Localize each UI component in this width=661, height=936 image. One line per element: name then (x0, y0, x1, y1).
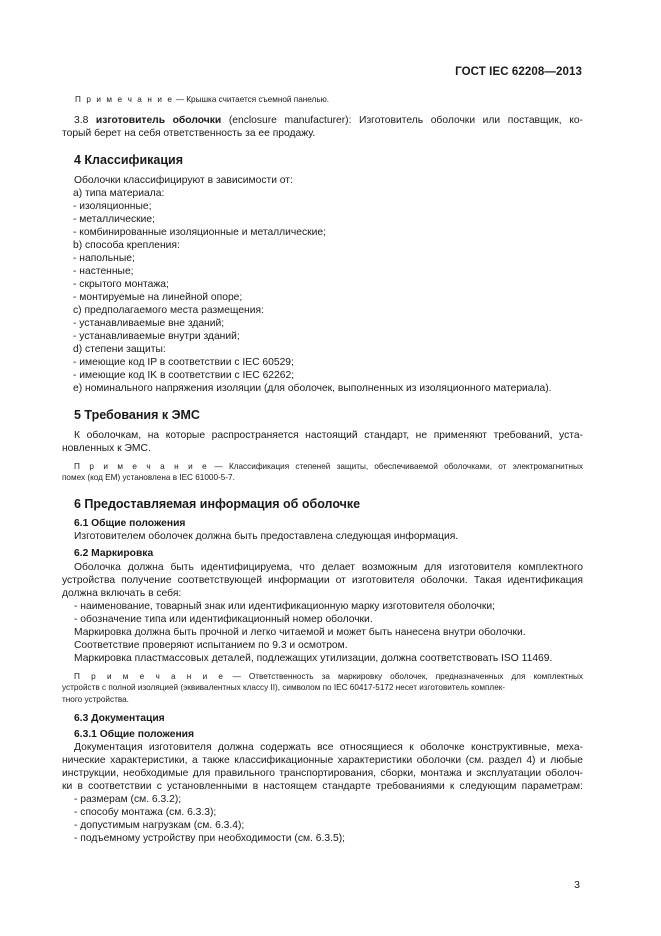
page-number: 3 (574, 879, 580, 891)
list-item: - размерам (см. 6.3.2); (74, 794, 182, 805)
note-removable-cover: П р и м е ч а н и е — Крышка считается съемной панелью. (75, 95, 330, 104)
section-4-title: 4 Классификация (74, 152, 184, 167)
list-item: - монтируемые на линейной опоре; (73, 291, 243, 303)
classification-intro: Оболочки классифицируют в зависимости от: (74, 174, 293, 186)
list-item: - имеющие код IK в соответствии с IEC 62262; (73, 369, 295, 381)
list-item: d) степени защиты: (73, 343, 166, 355)
list-item: c) предполагаемого места размещения: (73, 304, 264, 316)
marking-line2: устройства получение соответствующей информации от изготовителя оболочки. Такая идентификация (62, 574, 583, 586)
documentation-line2: нические характеристики, а также классификационные характеристики оболочки (см. раздел 4) и любые (62, 755, 583, 766)
list-item: - наименование, товарный знак или идентификационную марку изготовителя оболочки; (74, 600, 496, 612)
section-6-2-title: 6.2 Маркировка (74, 548, 154, 559)
list-item: - допустимым нагрузкам (см. 6.3.4); (74, 820, 245, 831)
marking-durability: Маркировка должна быть прочной и легко читаемой и может быть нанесена внутри оболочки. (74, 626, 526, 638)
list-item: - изоляционные; (73, 200, 152, 212)
note-marking-line2: устройств с полной изоляцией (эквивалентных классу II), символом по IEC 60417-5172 несет изготовитель комплек- (62, 683, 506, 692)
list-item: - подъемному устройству при необходимости (см. 6.3.5); (74, 833, 345, 844)
note-marking-line3: тного устройства. (62, 694, 129, 704)
documentation-line4: ки в соответствии с установленными в настоящем стандарте требованиями к следующим параметрам: (62, 781, 583, 792)
documentation-line1: Документация изготовителя должна содержать все относящиеся к оболочке конструктивные, меха- (74, 742, 583, 753)
list-item: - способу монтажа (см. 6.3.3); (74, 807, 217, 818)
marking-line3: должна включать в себя: (62, 587, 182, 599)
list-item: - обозначение типа или идентификационный номер оболочки. (74, 613, 373, 625)
section-6-3-1-title: 6.3.1 Общие положения (74, 728, 194, 740)
note-marking: П р и м е ч а н и е — Ответственность за маркировку оболочек, предназначенных для комплектных (74, 671, 583, 681)
section-6-3-title: 6.3 Документация (74, 713, 165, 724)
emc-paragraph-line1: К оболочкам, на которые распространяется настоящий стандарт, не применяют требований, уста- (74, 429, 583, 441)
definition-3-8-line2: торый берет на себя ответственность за ее продажу. (62, 127, 316, 139)
marking-plastics: Маркировка пластмассовых деталей, подлежащих утилизации, должна соответствовать ISO 11469. (74, 652, 553, 664)
list-item: - устанавливаемые вне зданий; (73, 317, 225, 329)
list-item: - устанавливаемые внутри зданий; (73, 330, 240, 342)
section-6-title: 6 Предоставляемая информация об оболочке (74, 496, 361, 511)
list-item: - напольные; (73, 252, 135, 264)
list-item: - имеющие код IP в соответствии с IEC 60529; (73, 356, 294, 368)
marking-compliance: Соответствие проверяют испытанием по 9.3 и осмотром. (74, 639, 348, 651)
emc-paragraph-line2: новленных к ЭМС. (62, 442, 151, 454)
list-item: e) номинального напряжения изоляции (для оболочек, выполненных из изоляционного материала). (73, 382, 552, 394)
section-5-title: 5 Требования к ЭМС (74, 407, 200, 422)
marking-line1: Оболочка должна быть идентифицируема, что делает возможным для изготовителя комплектного (74, 561, 583, 573)
note-emc-line2: помех (код ЕМ) установлена в IEC 61000-5-7. (62, 473, 235, 482)
list-item: b) способа крепления: (73, 239, 180, 251)
list-item: - настенные; (73, 265, 134, 277)
section-6-1-title: 6.1 Общие положения (74, 517, 186, 529)
list-item: - скрытого монтажа; (73, 278, 169, 290)
page-content (62, 94, 583, 845)
note-emc: П р и м е ч а н и е — Классификация степеней защиты, обеспечиваемой оболочками, от электромагнитных (74, 461, 583, 471)
list-item: - комбинированные изоляционные и металлические; (73, 226, 327, 238)
classification-list (73, 187, 583, 395)
definition-3-8: 3.8 изготовитель оболочки (enclosure manufacturer): Изготовитель оболочки или поставщик, ко- (74, 114, 583, 126)
list-item: - металлические; (73, 213, 155, 225)
documentation-line3: инструкции, необходимые для правильного транспортирования, сборки, монтажа и эксплуатации оболоч- (62, 768, 583, 779)
list-item: a) типа материала: (73, 187, 165, 199)
section-6-1-text: Изготовителем оболочек должна быть предоставлена следующая информация. (74, 531, 459, 542)
standard-header: ГОСТ IEC 62208—2013 (455, 66, 582, 78)
